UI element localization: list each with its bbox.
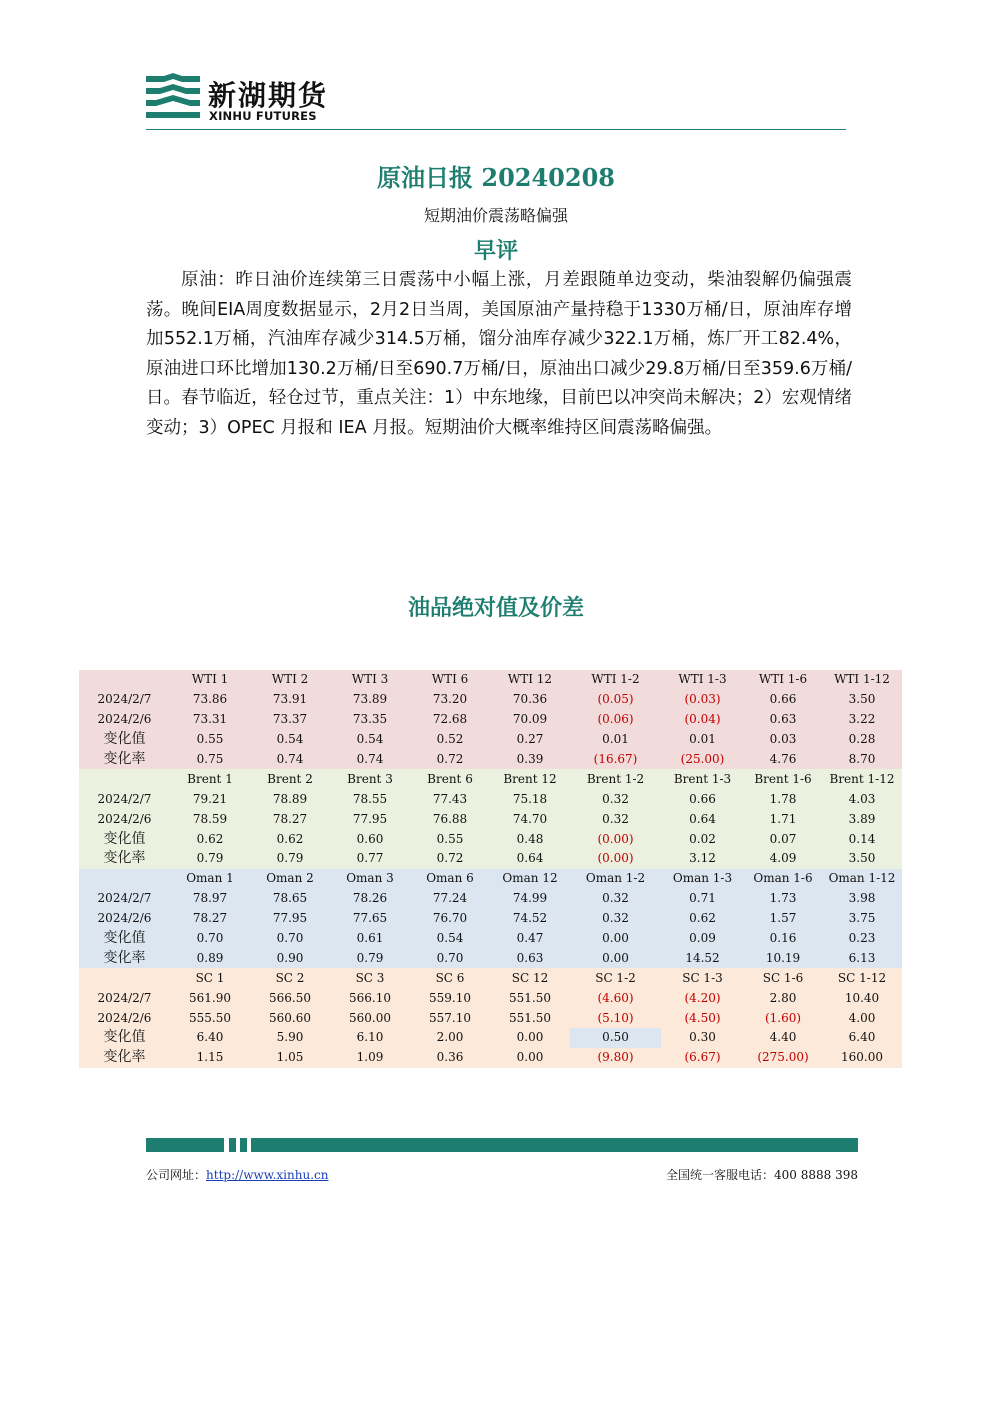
column-header: WTI 12 <box>490 670 570 690</box>
table-cell: 0.90 <box>250 948 330 968</box>
table-cell: 70.09 <box>490 710 570 730</box>
row-label: 2024/2/7 <box>79 988 170 1008</box>
column-header: WTI 2 <box>250 670 330 690</box>
company-name-cn: 新湖期货 <box>208 79 329 112</box>
table-cell: 0.00 <box>570 948 661 968</box>
column-header: Oman 1-2 <box>570 869 661 889</box>
table-cell: 560.60 <box>250 1008 330 1028</box>
column-header: Oman 1 <box>170 869 250 889</box>
table-cell: 0.72 <box>410 750 490 770</box>
table-cell: 0.62 <box>661 909 744 929</box>
row-label <box>79 968 170 988</box>
table-cell: 6.40 <box>170 1028 250 1048</box>
row-label: 2024/2/6 <box>79 909 170 929</box>
table-cell: 76.88 <box>410 809 490 829</box>
table-cell: 0.72 <box>410 849 490 869</box>
row-label: 变化值 <box>79 829 170 849</box>
table-cell: 0.03 <box>744 730 822 750</box>
row-label: 2024/2/6 <box>79 1008 170 1028</box>
table-cell: 0.70 <box>410 948 490 968</box>
page-header <box>146 72 846 132</box>
table-header-row <box>79 869 902 889</box>
report-title: 原油日报 20240208 <box>377 163 615 192</box>
column-header: SC 1-3 <box>661 968 744 988</box>
table-cell: 0.48 <box>490 829 570 849</box>
table-cell: 78.59 <box>170 809 250 829</box>
column-header: Oman 1-12 <box>822 869 902 889</box>
table-cell: (25.00) <box>661 750 744 770</box>
table-row <box>79 789 902 809</box>
table-cell: 561.90 <box>170 988 250 1008</box>
table-cell: 76.70 <box>410 909 490 929</box>
table-cell: (6.67) <box>661 1048 744 1068</box>
table-cell: (4.50) <box>661 1008 744 1028</box>
price-table-heading: 油品绝对值及价差 <box>407 595 584 621</box>
table-cell: 0.39 <box>490 750 570 770</box>
table-cell: (0.00) <box>570 829 661 849</box>
row-label: 变化率 <box>79 849 170 869</box>
table-cell: 0.62 <box>170 829 250 849</box>
table-cell: 3.22 <box>822 710 902 730</box>
table-cell: 73.91 <box>250 690 330 710</box>
table-cell: (275.00) <box>744 1048 822 1068</box>
table-cell: 0.32 <box>570 909 661 929</box>
table-cell: 566.10 <box>330 988 410 1008</box>
table-cell: 0.55 <box>410 829 490 849</box>
column-header: Brent 1-12 <box>822 769 902 789</box>
column-header: WTI 1-12 <box>822 670 902 690</box>
table-cell: 0.50 <box>570 1028 661 1048</box>
table-cell: 72.68 <box>410 710 490 730</box>
table-cell: 8.70 <box>822 750 902 770</box>
table-cell: 78.65 <box>250 889 330 909</box>
table-cell: (9.80) <box>570 1048 661 1068</box>
table-row <box>79 690 902 710</box>
table-cell: 74.70 <box>490 809 570 829</box>
table-row <box>79 710 902 730</box>
table-cell: 70.36 <box>490 690 570 710</box>
row-label: 变化率 <box>79 948 170 968</box>
row-label <box>79 869 170 889</box>
column-header: SC 6 <box>410 968 490 988</box>
column-header: SC 1 <box>170 968 250 988</box>
table-cell: 0.74 <box>250 750 330 770</box>
table-cell: 160.00 <box>822 1048 902 1068</box>
table-cell: 0.79 <box>330 948 410 968</box>
column-header: SC 3 <box>330 968 410 988</box>
row-label: 2024/2/7 <box>79 789 170 809</box>
column-header: WTI 1 <box>170 670 250 690</box>
table-cell: 75.18 <box>490 789 570 809</box>
row-label: 变化率 <box>79 1048 170 1068</box>
column-header: Brent 1-3 <box>661 769 744 789</box>
table-cell: 6.10 <box>330 1028 410 1048</box>
table-cell: 73.20 <box>410 690 490 710</box>
table-row <box>79 909 902 929</box>
table-cell: 78.89 <box>250 789 330 809</box>
table-cell: 74.99 <box>490 889 570 909</box>
table-cell: 77.24 <box>410 889 490 909</box>
column-header: Brent 1 <box>170 769 250 789</box>
report-subtitle: 短期油价震荡略偏强 <box>423 206 568 225</box>
table-row <box>79 889 902 909</box>
table-cell: 0.00 <box>490 1048 570 1068</box>
footer-hotline: 全国统一客服电话：400 8888 398 <box>666 1168 858 1182</box>
table-cell: 3.75 <box>822 909 902 929</box>
row-label: 2024/2/7 <box>79 889 170 909</box>
table-cell: 559.10 <box>410 988 490 1008</box>
table-header-row <box>79 769 902 789</box>
table-cell: 566.50 <box>250 988 330 1008</box>
footer-website <box>146 1166 328 1183</box>
table-cell: 0.00 <box>570 929 661 949</box>
table-cell: 0.52 <box>410 730 490 750</box>
table-cell: 73.31 <box>170 710 250 730</box>
table-cell: 0.47 <box>490 929 570 949</box>
table-row <box>79 1028 902 1048</box>
table-cell: 0.01 <box>570 730 661 750</box>
table-cell: 1.78 <box>744 789 822 809</box>
table-cell: 0.28 <box>822 730 902 750</box>
table-cell: 78.97 <box>170 889 250 909</box>
table-cell: 1.71 <box>744 809 822 829</box>
table-cell: 0.62 <box>250 829 330 849</box>
table-cell: 0.63 <box>744 710 822 730</box>
footer-bar-block-2 <box>240 1138 247 1152</box>
table-cell: 0.27 <box>490 730 570 750</box>
column-header: Oman 1-6 <box>744 869 822 889</box>
table-cell: 73.35 <box>330 710 410 730</box>
table-cell: 73.37 <box>250 710 330 730</box>
table-header-row <box>79 670 902 690</box>
xinhu-logo-icon <box>146 72 200 124</box>
table-row <box>79 730 902 750</box>
table-cell: 0.54 <box>330 730 410 750</box>
table-cell: 0.02 <box>661 829 744 849</box>
row-label: 2024/2/6 <box>79 710 170 730</box>
table-row <box>79 1008 902 1028</box>
table-cell: 78.26 <box>330 889 410 909</box>
column-header: Brent 2 <box>250 769 330 789</box>
table-cell: 560.00 <box>330 1008 410 1028</box>
table-cell: (0.05) <box>570 690 661 710</box>
table-cell: 0.00 <box>490 1028 570 1048</box>
table-cell: 77.95 <box>250 909 330 929</box>
table-row <box>79 750 902 770</box>
table-cell: 1.09 <box>330 1048 410 1068</box>
table-cell: 3.98 <box>822 889 902 909</box>
table-cell: 0.70 <box>170 929 250 949</box>
column-header: Brent 1-6 <box>744 769 822 789</box>
table-cell: 6.40 <box>822 1028 902 1048</box>
table-cell: 3.89 <box>822 809 902 829</box>
table-row <box>79 948 902 968</box>
table-cell: 0.79 <box>170 849 250 869</box>
column-header: Oman 12 <box>490 869 570 889</box>
row-label <box>79 769 170 789</box>
footer-bar-left <box>146 1138 224 1152</box>
table-cell: 551.50 <box>490 988 570 1008</box>
table-cell: 78.55 <box>330 789 410 809</box>
table-cell: 0.75 <box>170 750 250 770</box>
morning-review-heading: 早评 <box>473 238 518 264</box>
row-label: 变化值 <box>79 730 170 750</box>
table-cell: 0.79 <box>250 849 330 869</box>
footer-bar-block-1 <box>229 1138 236 1152</box>
row-label: 2024/2/6 <box>79 809 170 829</box>
table-cell: 0.66 <box>661 789 744 809</box>
table-cell: 0.01 <box>661 730 744 750</box>
table-row <box>79 829 902 849</box>
table-row <box>79 929 902 949</box>
column-header: Brent 6 <box>410 769 490 789</box>
table-row <box>79 809 902 829</box>
table-cell: (0.00) <box>570 849 661 869</box>
column-header: WTI 6 <box>410 670 490 690</box>
table-row <box>79 849 902 869</box>
header-divider <box>146 129 846 130</box>
column-header: Brent 1-2 <box>570 769 661 789</box>
morning-review-text: 原油：昨日油价连续第三日震荡中小幅上涨，月差跟随单边变动，柴油裂解仍偏强震荡。晚间EIA周度数据显示，2月2日当周，美国原油产量持稳于1330万桶/日，原油库存增加552.1万桶，汽油库存减少314.5万桶，馏分油库存减少322.1万桶，炼厂开工82.4%，原油进口环比增加130.2万桶/日至690.7万桶/日，原油出口减少29.8万桶/日至359.6万桶/日。春节临近，轻仓过节，重点关注：1）中东地缘，目前巴以冲突尚未解决；2）宏观情绪变动；3）OPEC 月报和 IEA 月报。短期油价大概率维持区间震荡略偏强。 <box>146 270 852 438</box>
table-cell: 78.27 <box>170 909 250 929</box>
oil-price-table <box>79 670 902 1068</box>
table-cell: 3.12 <box>661 849 744 869</box>
table-cell: 14.52 <box>661 948 744 968</box>
table-cell: 0.54 <box>250 730 330 750</box>
table-cell: 0.32 <box>570 809 661 829</box>
footer-bar-right <box>251 1138 858 1152</box>
table-cell: 0.63 <box>490 948 570 968</box>
column-header: SC 2 <box>250 968 330 988</box>
table-cell: 4.76 <box>744 750 822 770</box>
row-label: 变化值 <box>79 929 170 949</box>
table-cell: 5.90 <box>250 1028 330 1048</box>
table-cell: 77.43 <box>410 789 490 809</box>
table-cell: 10.40 <box>822 988 902 1008</box>
column-header: WTI 1-2 <box>570 670 661 690</box>
table-cell: 3.50 <box>822 690 902 710</box>
table-cell: 0.89 <box>170 948 250 968</box>
company-name-en: XINHU FUTURES <box>209 109 317 123</box>
column-header: WTI 1-3 <box>661 670 744 690</box>
table-cell: 6.13 <box>822 948 902 968</box>
column-header: Oman 2 <box>250 869 330 889</box>
row-label: 变化值 <box>79 1028 170 1048</box>
table-cell: 4.00 <box>822 1008 902 1028</box>
table-cell: 0.09 <box>661 929 744 949</box>
table-cell: 3.50 <box>822 849 902 869</box>
column-header: WTI 3 <box>330 670 410 690</box>
column-header: Brent 3 <box>330 769 410 789</box>
table-cell: 0.64 <box>490 849 570 869</box>
table-cell: 77.65 <box>330 909 410 929</box>
table-cell: 73.86 <box>170 690 250 710</box>
table-cell: 1.73 <box>744 889 822 909</box>
column-header: Oman 6 <box>410 869 490 889</box>
table-cell: 10.19 <box>744 948 822 968</box>
table-cell: 4.09 <box>744 849 822 869</box>
table-cell: 557.10 <box>410 1008 490 1028</box>
row-label: 2024/2/7 <box>79 690 170 710</box>
website-label: 公司网址： <box>146 1168 207 1182</box>
column-header: Oman 3 <box>330 869 410 889</box>
row-label <box>79 670 170 690</box>
table-cell: 0.77 <box>330 849 410 869</box>
table-cell: (1.60) <box>744 1008 822 1028</box>
table-cell: 1.57 <box>744 909 822 929</box>
table-cell: 551.50 <box>490 1008 570 1028</box>
table-cell: 2.80 <box>744 988 822 1008</box>
table-cell: 1.15 <box>170 1048 250 1068</box>
table-cell: 79.21 <box>170 789 250 809</box>
column-header: SC 12 <box>490 968 570 988</box>
table-cell: 0.70 <box>250 929 330 949</box>
table-cell: 0.71 <box>661 889 744 909</box>
table-cell: 0.54 <box>410 929 490 949</box>
table-cell: (16.67) <box>570 750 661 770</box>
table-cell: 0.23 <box>822 929 902 949</box>
table-cell: 74.52 <box>490 909 570 929</box>
table-cell: 4.40 <box>744 1028 822 1048</box>
table-cell: 2.00 <box>410 1028 490 1048</box>
table-cell: (0.04) <box>661 710 744 730</box>
table-row <box>79 1048 902 1068</box>
table-cell: 73.89 <box>330 690 410 710</box>
table-cell: 0.64 <box>661 809 744 829</box>
table-cell: 555.50 <box>170 1008 250 1028</box>
table-header-row <box>79 968 902 988</box>
column-header: WTI 1-6 <box>744 670 822 690</box>
table-cell: 4.03 <box>822 789 902 809</box>
table-cell: 78.27 <box>250 809 330 829</box>
table-cell: 0.32 <box>570 889 661 909</box>
table-cell: 77.95 <box>330 809 410 829</box>
row-label: 变化率 <box>79 750 170 770</box>
table-cell: (4.20) <box>661 988 744 1008</box>
table-cell: 0.16 <box>744 929 822 949</box>
table-cell: 0.07 <box>744 829 822 849</box>
table-cell: 1.05 <box>250 1048 330 1068</box>
table-cell: 0.66 <box>744 690 822 710</box>
table-cell: (5.10) <box>570 1008 661 1028</box>
table-cell: (4.60) <box>570 988 661 1008</box>
column-header: SC 1-6 <box>744 968 822 988</box>
table-cell: 0.74 <box>330 750 410 770</box>
table-row <box>79 988 902 1008</box>
table-cell: 0.36 <box>410 1048 490 1068</box>
column-header: Oman 1-3 <box>661 869 744 889</box>
table-cell: 0.30 <box>661 1028 744 1048</box>
table-cell: 0.32 <box>570 789 661 809</box>
column-header: SC 1-2 <box>570 968 661 988</box>
column-header: SC 1-12 <box>822 968 902 988</box>
table-cell: 0.61 <box>330 929 410 949</box>
website-link[interactable]: http://www.xinhu.cn <box>206 1168 329 1182</box>
table-cell: (0.03) <box>661 690 744 710</box>
column-header: Brent 12 <box>490 769 570 789</box>
table-cell: 0.14 <box>822 829 902 849</box>
table-cell: 0.55 <box>170 730 250 750</box>
table-cell: (0.06) <box>570 710 661 730</box>
table-cell: 0.60 <box>330 829 410 849</box>
